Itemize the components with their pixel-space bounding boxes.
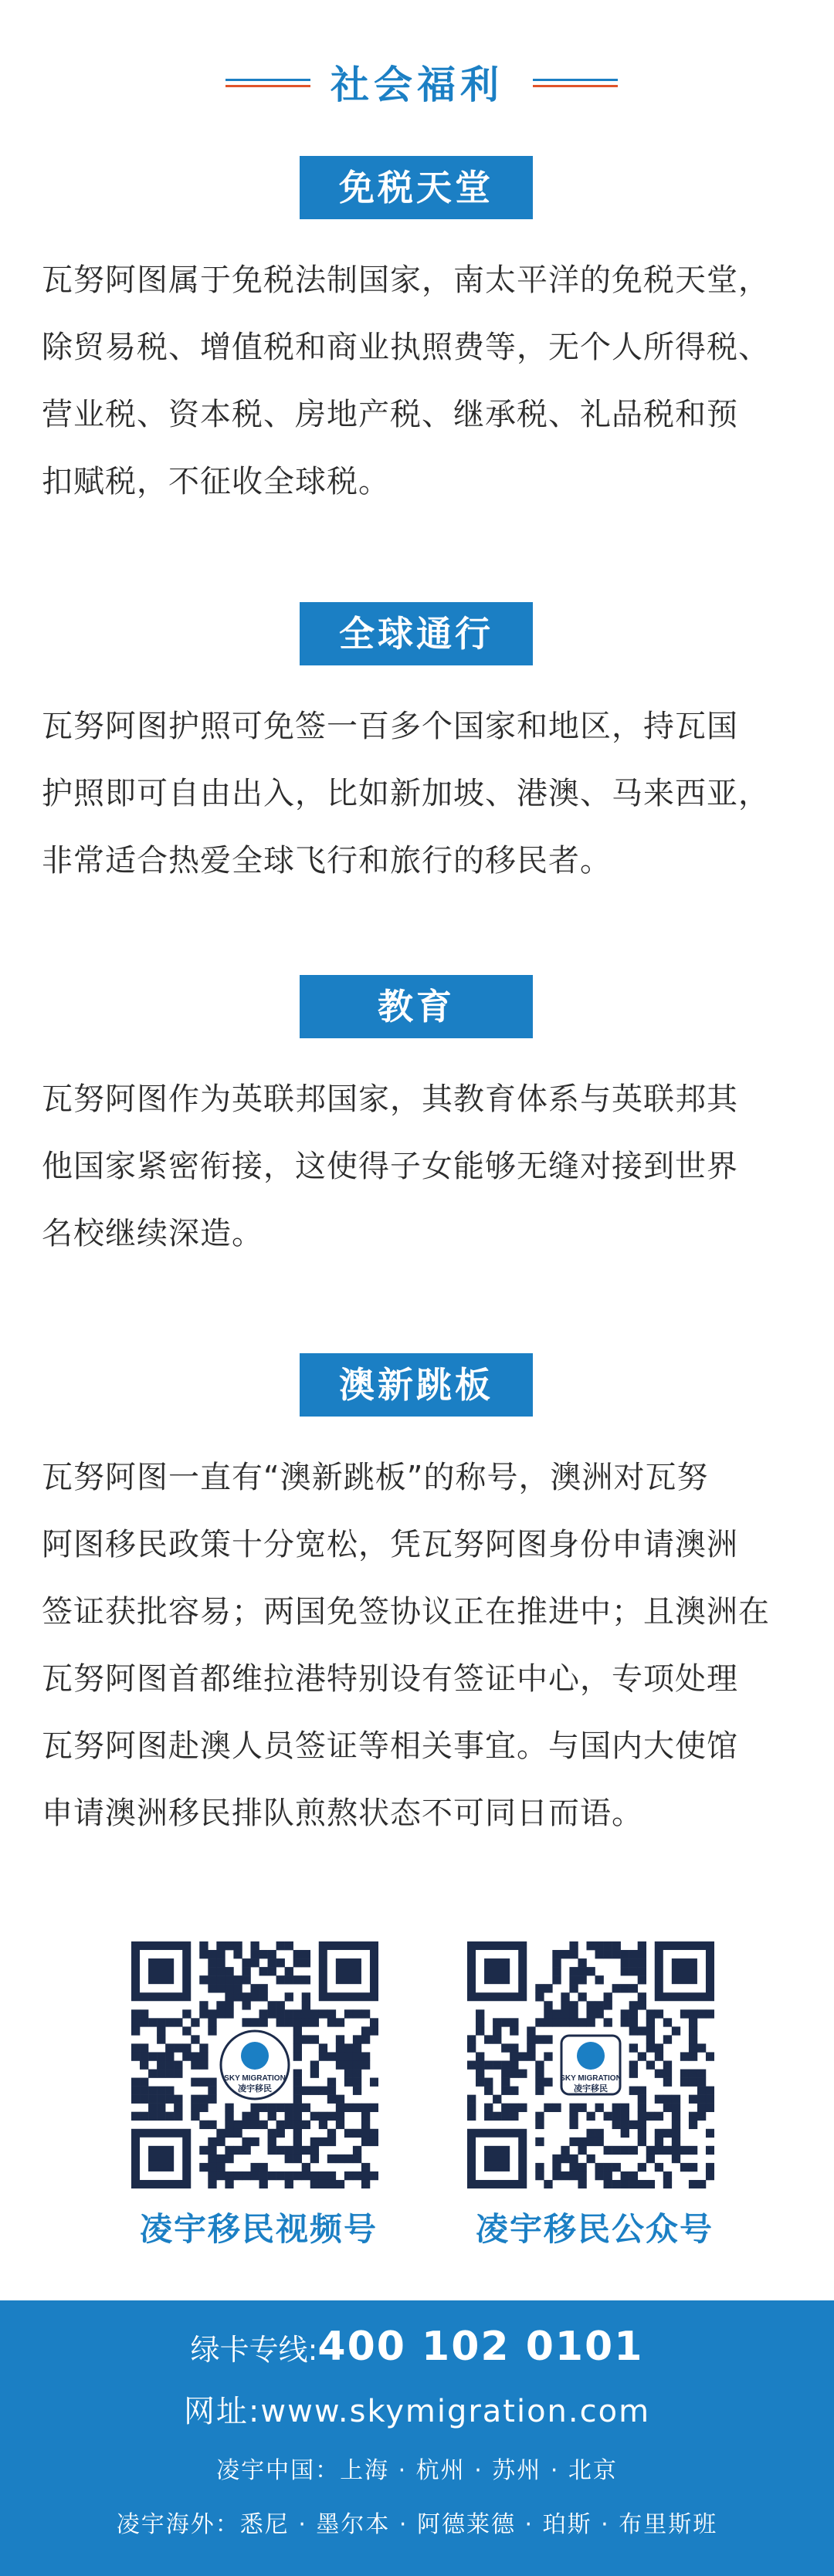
- body-line: 瓦努阿图赴澳人员签证等相关事宜。与国内大使馆: [42, 1728, 738, 1764]
- body-line: 瓦努阿图一直有“澳新跳板”的称号，澳洲对瓦努: [42, 1460, 709, 1495]
- body-line: 申请澳洲移民排队煎熬状态不可同日而语。: [42, 1796, 643, 1831]
- body-line: 瓦努阿图护照可免签一百多个国家和地区，持瓦国: [42, 709, 738, 744]
- section-heading: 全球通行: [300, 602, 533, 665]
- body-line: 他国家紧密衔接，这使得子女能够无缝对接到世界: [42, 1149, 738, 1184]
- section-body: [42, 1066, 798, 1268]
- body-line: 非常适合热爱全球飞行和旅行的移民者。: [42, 843, 612, 878]
- body-line: 签证获批容易；两国免签协议正在推进中；且澳洲在: [42, 1594, 770, 1630]
- logo-cn-text: 凌宇移民: [574, 2083, 608, 2094]
- title-decoration-right: [533, 79, 618, 88]
- section-body: [42, 693, 798, 895]
- body-line: 瓦努阿图属于免税法制国家，南太平洋的免税天堂，: [42, 262, 770, 298]
- logo-cn-text: 凌宇移民: [238, 2083, 272, 2094]
- website: [0, 2387, 834, 2431]
- section-body: [42, 1444, 798, 1847]
- hotline-label: 绿卡专线:: [190, 2333, 318, 2367]
- hotline-number[interactable]: 400 102 0101: [317, 2324, 644, 2370]
- body-line: 营业税、资本税、房地产税、继承税、礼品税和预: [42, 397, 738, 432]
- section-heading: 免税天堂: [300, 156, 533, 219]
- china-offices: 凌宇中国：上海 · 杭州 · 苏州 · 北京: [216, 2457, 618, 2484]
- hotline: [0, 2324, 834, 2370]
- website-link[interactable]: www.skymigration.com: [260, 2394, 651, 2429]
- body-line: 除贸易税、增值税和商业执照费等，无个人所得税、: [42, 330, 770, 365]
- body-line: 瓦努阿图作为英联邦国家，其教育体系与英联邦其: [42, 1082, 738, 1117]
- qr-code-icon: [131, 1941, 378, 2188]
- qr-label: 凌宇移民公众号: [475, 2210, 714, 2248]
- section-heading: 澳新跳板: [300, 1353, 533, 1417]
- body-line: 阿图移民政策十分宽松，凭瓦努阿图身份申请澳洲: [42, 1527, 738, 1562]
- qr-label: 凌宇移民视频号: [139, 2210, 378, 2248]
- footer: [0, 2300, 834, 2576]
- section-heading: 教育: [300, 975, 533, 1038]
- website-label: 网址:: [183, 2394, 261, 2429]
- page-title: [0, 46, 834, 116]
- body-line: 名校继续深造。: [42, 1216, 263, 1251]
- page-title-text: 社会福利: [331, 63, 503, 107]
- overseas-offices: 凌宇海外：悉尼 · 墨尔本 · 阿德莱德 · 珀斯 · 布里斯班: [116, 2511, 718, 2538]
- qr-code-icon: [467, 1941, 714, 2188]
- body-line: 扣赋税，不征收全球税。: [42, 464, 390, 499]
- logo-en-text: SKY MIGRATION: [560, 2074, 622, 2083]
- section-body: [42, 247, 798, 516]
- body-line: 瓦努阿图首都维拉港特别设有签证中心，专项处理: [42, 1661, 738, 1697]
- body-line: 护照即可自由出入，比如新加坡、港澳、马来西亚，: [42, 776, 770, 811]
- logo-en-text: SKY MIGRATION: [224, 2074, 286, 2083]
